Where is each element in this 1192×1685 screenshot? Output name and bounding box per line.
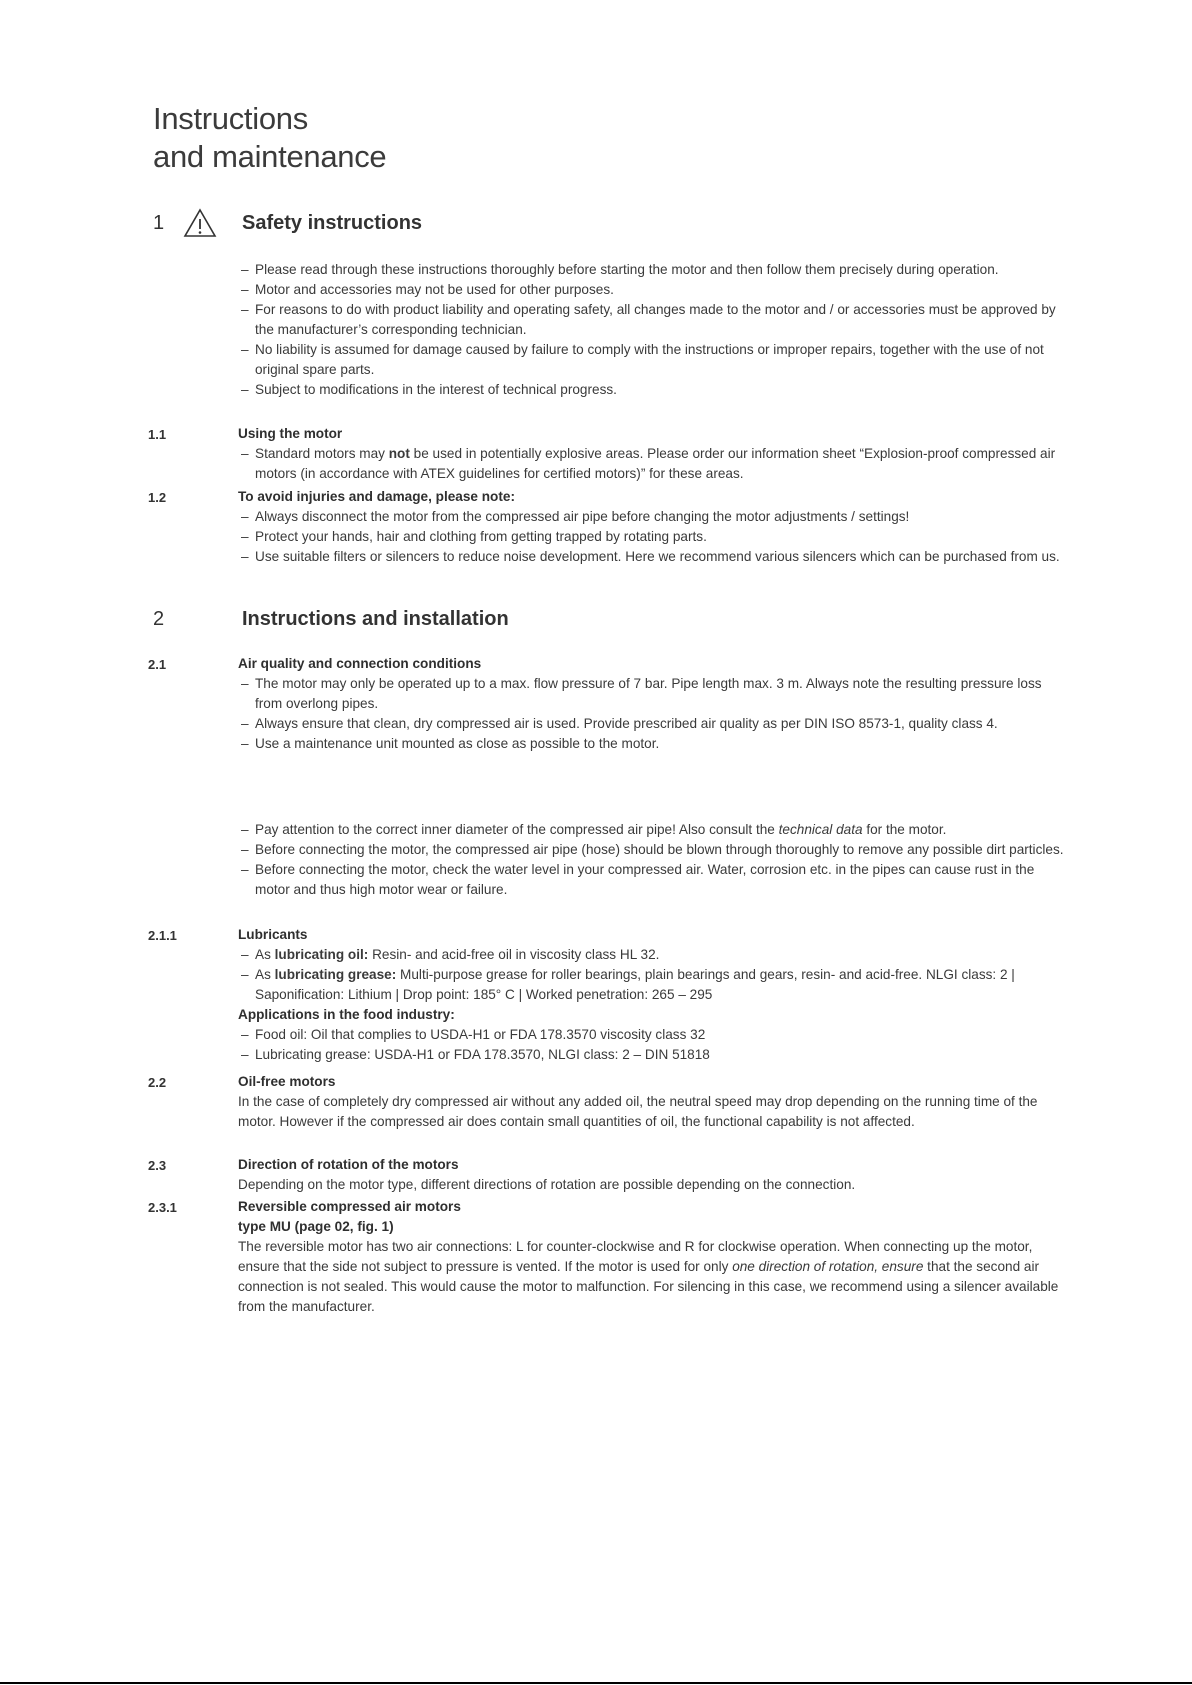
reversible-heading-2: type MU (page 02, fig. 1): [238, 1219, 394, 1234]
section-2-3-number: 2.3: [148, 1158, 167, 1173]
list-item: – For reasons to do with product liability and operating safety, all changes made to the motor and / or accessories must be approved by the manufacturer’s corresponding technician.: [238, 300, 1068, 340]
list-item: – Use suitable filters or silencers to reduce noise development. Here we recommend various silencers which can be purchased from us.: [238, 547, 1068, 567]
list-item: – Lubricating grease: USDA-H1 or FDA 178.3570, NLGI class: 2 – DIN 51818: [238, 1045, 1068, 1065]
section-2-1-1-number: 2.1.1: [148, 928, 177, 943]
bottom-edge-line: [0, 1682, 1192, 1684]
text-run: for the motor.: [862, 822, 947, 837]
text-run: be used in potentially explosive areas. Please order our information sheet “Explosion-proof compressed air motors (in accordance with ATEX guidelines for certified motors)” for these areas.: [255, 446, 1056, 481]
list-item: – Protect your hands, hair and clothing from getting trapped by rotating parts.: [238, 527, 1068, 547]
section-2-2: [238, 1072, 1068, 1132]
list-item: [238, 945, 1068, 965]
list-item: – Before connecting the motor, the compressed air pipe (hose) should be blown through thoroughly to remove any possible dirt particles.: [238, 840, 1068, 860]
section-2-number: 2: [153, 608, 165, 630]
text-run: Multi-purpose grease for roller bearings, plain bearings and gears, resin- and acid-free. NLGI class: 2 | Saponification: Lithium | Drop point: 185° C | Worked penetration: 265 – 295: [255, 967, 1015, 1002]
section-1-2-heading: To avoid injuries and damage, please note:: [238, 489, 515, 504]
text-run: As: [255, 967, 275, 982]
list-item: – No liability is assumed for damage caused by failure to comply with the instructions or improper repairs, together with the use of not original spare parts.: [238, 340, 1068, 380]
lubricants-heading: Lubricants: [238, 927, 308, 942]
reversible-heading-1: Reversible compressed air motors: [238, 1199, 461, 1214]
section-2-3: [238, 1155, 1068, 1195]
list-item: – Before connecting the motor, check the water level in your compressed air. Water, corrosion etc. in the pipes can cause rust in the motor and thus high motor wear or failure.: [238, 860, 1068, 900]
warning-triangle-icon: [183, 208, 217, 238]
section-2-1-continued: [238, 820, 1068, 900]
section-2-1-heading: Air quality and connection conditions: [238, 656, 482, 671]
oil-free-heading: Oil-free motors: [238, 1074, 336, 1089]
list-item: – Food oil: Oil that complies to USDA-H1 or FDA 178.3570 viscosity class 32: [238, 1025, 1068, 1045]
list-item: – Always ensure that clean, dry compressed air is used. Provide prescribed air quality as per DIN ISO 8573-1, quality class 4.: [238, 714, 1068, 734]
document-title: [153, 100, 386, 176]
rotation-heading: Direction of rotation of the motors: [238, 1157, 459, 1172]
list-item: – Please read through these instructions thoroughly before starting the motor and then follow them precisely during operation.: [238, 260, 1068, 280]
reversible-text: [238, 1237, 1068, 1317]
title-line-1: Instructions: [153, 101, 308, 136]
list-item: [238, 965, 1068, 1005]
section-2-3-1-number: 2.3.1: [148, 1200, 177, 1215]
text-run: The reversible motor has two air connections: L for counter-clockwise and R for clockwise operation. When connecting up the motor, ensure that the side not subject to pressure is vented. If the motor is used for only: [238, 1239, 1033, 1274]
section-1-2-number: 1.2: [148, 490, 167, 505]
list-item: – Subject to modifications in the interest of technical progress.: [238, 380, 1068, 400]
section-2-title: Instructions and installation: [242, 608, 509, 630]
bold-run: lubricating grease:: [274, 967, 397, 982]
section-1-1: [238, 424, 1068, 484]
rotation-text: Depending on the motor type, different directions of rotation are possible depending on the connection.: [238, 1177, 856, 1192]
section-2-1: [238, 654, 1068, 754]
list-item: [238, 444, 1068, 484]
section-1-1-number: 1.1: [148, 427, 167, 442]
italic-run: technical data: [778, 822, 863, 837]
text-run: Pay attention to the correct inner diameter of the compressed air pipe! Also consult the: [255, 822, 779, 837]
list-item: – Use a maintenance unit mounted as close as possible to the motor.: [238, 734, 1068, 754]
section-2-3-1: [238, 1197, 1068, 1317]
title-line-2: and maintenance: [153, 139, 387, 174]
list-item: [238, 820, 1068, 840]
text-run: Resin- and acid-free oil in viscosity class HL 32.: [368, 947, 660, 962]
text-run: Standard motors may: [255, 446, 389, 461]
list-item: – The motor may only be operated up to a max. flow pressure of 7 bar. Pipe length max. 3 m. Always note the resulting pressure loss from overlong pipes.: [238, 674, 1068, 714]
italic-run: one direction of rotation, ensure: [732, 1259, 924, 1274]
text-run: As: [255, 947, 275, 962]
section-2-2-number: 2.2: [148, 1075, 167, 1090]
section-2-1-number: 2.1: [148, 657, 167, 672]
list-item: – Always disconnect the motor from the compressed air pipe before changing the motor adjustments / settings!: [238, 507, 1068, 527]
bold-run: lubricating oil:: [274, 947, 369, 962]
list-item: – Motor and accessories may not be used for other purposes.: [238, 280, 1068, 300]
safety-instructions-list: [238, 260, 1068, 400]
section-1-title: Safety instructions: [242, 212, 423, 234]
food-industry-heading: Applications in the food industry:: [238, 1007, 455, 1022]
section-1-number: 1: [153, 212, 165, 234]
bold-run: not: [388, 446, 410, 461]
section-2-1-1: [238, 925, 1068, 1065]
section-1-1-heading: Using the motor: [238, 426, 343, 441]
text-run: that the second air connection is not sealed. This would cause the motor to malfunction. For silencing in this case, we recommend using a silencer available from the manufacturer.: [238, 1259, 1059, 1314]
oil-free-text: In the case of completely dry compressed air without any added oil, the neutral speed may drop depending on the running time of the motor. However if the compressed air does contain small quantities of oil, the functional capability is not affected.: [238, 1094, 1038, 1129]
section-1-2: [238, 487, 1068, 567]
